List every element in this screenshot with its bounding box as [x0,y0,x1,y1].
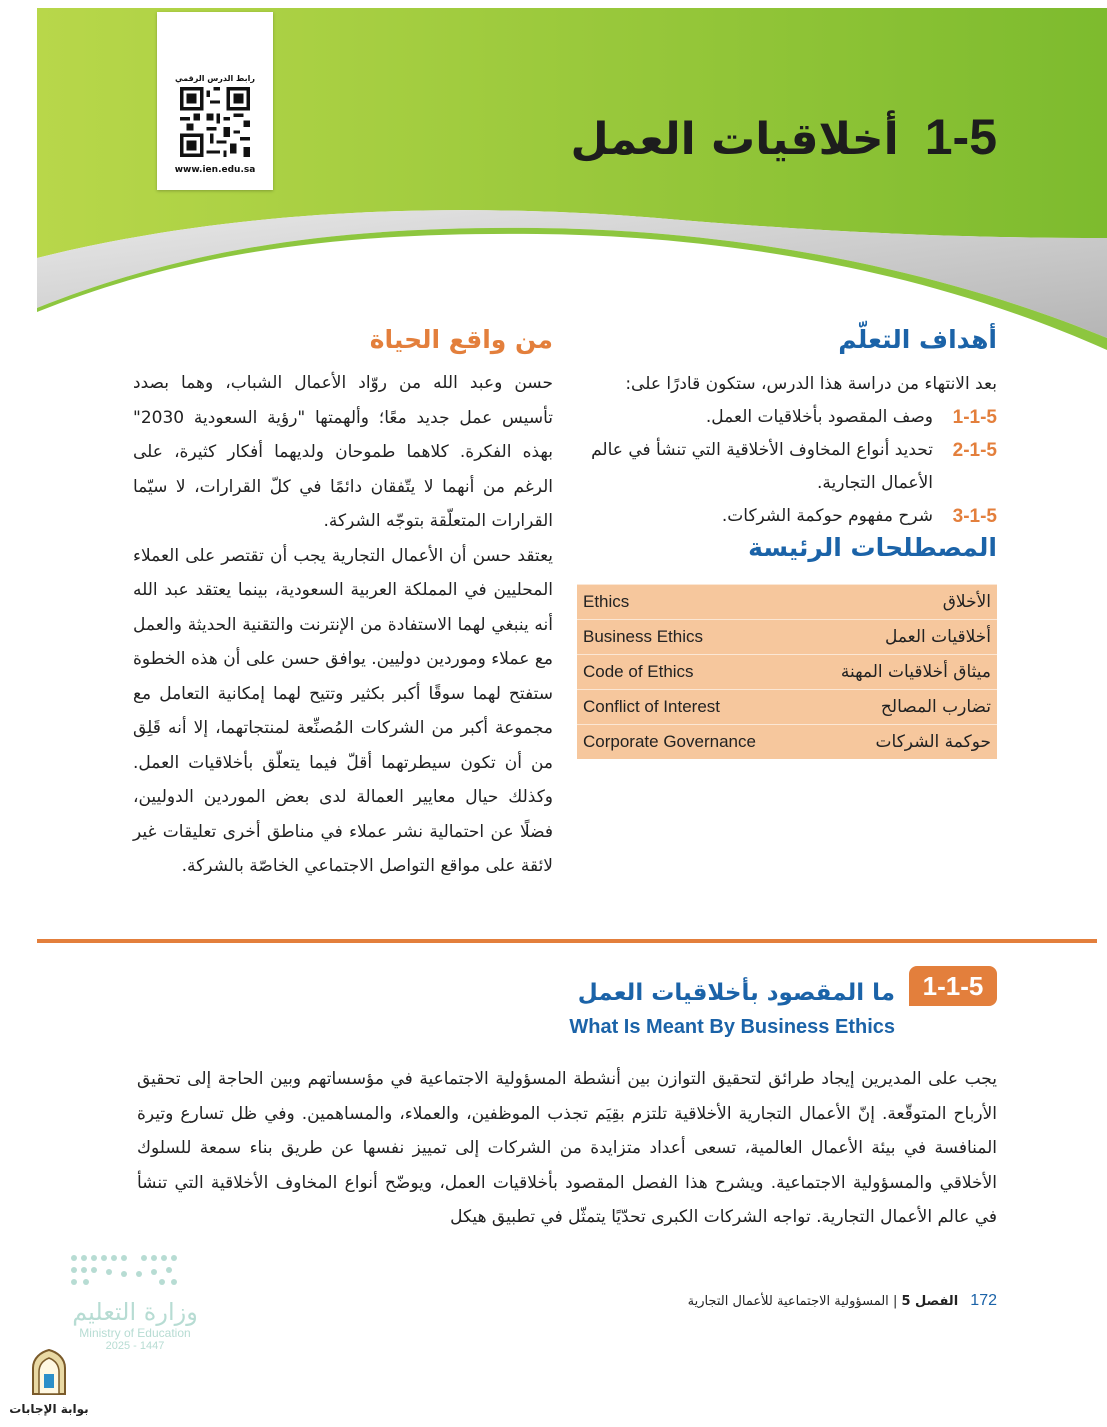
mosque-arch-icon [27,1348,71,1396]
ministry-year: 2025 - 1447 [105,1340,165,1352]
objective-item [577,500,997,533]
section-title-en: What Is Meant By Business Ethics [569,1016,895,1038]
qr-url[interactable]: www.ien.edu.sa [174,165,256,175]
term-ar: تضارب المصالح [801,690,997,725]
key-terms-table [577,584,997,759]
term-en: Ethics [577,585,801,620]
watermark-label: بوابة الإجابات [9,1402,89,1416]
objective-code: 2-1-5 [952,440,997,461]
ministry-name-ar: وزارة التعليم [72,1298,198,1326]
term-en: Business Ethics [577,620,801,655]
ministry-dots-icon [64,1250,194,1292]
table-row [577,655,997,690]
ministry-name-en: Ministry of Education [79,1326,191,1340]
real-life-heading: من واقع الحياة [369,325,553,354]
table-row [577,620,997,655]
key-terms-heading: المصطلحات الرئيسة [748,533,997,562]
lesson-number: 1-5 [924,109,997,165]
objective-item [577,401,997,434]
chapter-label: الفصل 5 [901,1294,959,1309]
term-en: Corporate Governance [577,725,801,760]
site-watermark [4,1348,94,1416]
objective-text: تحديد أنواع المخاوف الأخلاقية التي تنشأ في عالم الأعمال التجارية. [591,440,933,493]
section-number-badge: 1-1-5 [909,966,997,1006]
objectives-column [577,325,997,759]
table-row [577,690,997,725]
section-divider [37,939,1097,943]
term-en: Conflict of Interest [577,690,801,725]
objective-code: 3-1-5 [952,506,997,527]
page-number: 172 [970,1292,997,1309]
qr-card[interactable] [157,12,273,190]
footer-separator: | [892,1294,898,1309]
ministry-logo [60,1250,210,1360]
term-ar: الأخلاق [801,585,997,620]
table-row [577,725,997,760]
section-body: يجب على المديرين إيجاد طرائق لتحقيق التوازن بين أنشطة المسؤولية الاجتماعية في مؤسساتهم وبين الحاجة إلى تحقيق الأرباح المتوقّعة. إنّ الأعمال التجارية الأخلاقية تلتزم بقِيَم تجذب الموظفين، والعملاء، والمساهمين. وفي ظل تسارع وتيرة المنافسة في بيئة الأعمال العالمية، تسعى أعداد متزايدة من الشركات إلى تمييز نفسها عن طريق بناء سمعة للسلوك الأخلاقي والمسؤولية الاجتماعية. ويشرح هذا الفصل المقصود بأخلاقيات العمل، ويوضّح أنواع المخاوف الأخلاقية التي تنشأ في عالم الأعمال التجارية. تواجه الشركات الكبرى تحدّيًا يتمثّل في تطبيق هيكل [137,1069,997,1227]
objectives-intro: بعد الانتهاء من دراسة هذا الدرس، ستكون قادرًا على: [625,374,997,394]
qr-label: رابط الدرس الرقمي [175,74,255,83]
page-footer [688,1292,997,1310]
term-ar: أخلاقيات العمل [801,620,997,655]
qr-code-icon[interactable] [180,87,250,157]
story-paragraph: يعتقد حسن أن الأعمال التجارية يجب أن تقتصر على العملاء المحليين في المملكة العربية السعودية، بينما يعتقد عبد الله أنه ينبغي لهما الاستفادة من الإنترنت والتقنية الحديثة والعمل مع عملاء وموردين دوليين. يوافق حسن على أن هذه الخطوة ستفتح لهما سوقًا أكبر بكثير وتتيح لهما إمكانية التعامل مع مجموعة أكبر من الشركات المُصنِّعة لمنتجاتهما، إلا أنه قَلِق من أن تكون سيطرتهما أقلّ فيما يتعلّق بأخلاقيات العمل. وكذلك حيال معايير العمالة لدى بعض الموردين الدوليين، فضلًا عن احتمالية نشر عملاء في مناطق أخرى تعليقات غير لائقة على مواقع التواصل الاجتماعي الخاصّة بالشركة. [133,545,553,876]
real-life-column [133,325,553,884]
objectives-heading: أهداف التعلّم [838,325,997,354]
objective-item [577,434,997,500]
term-ar: ميثاق أخلاقيات المهنة [801,655,997,690]
section-title-ar: ما المقصود بأخلاقيات العمل [577,980,895,1006]
chapter-title: المسؤولية الاجتماعية للأعمال التجارية [687,1294,889,1309]
objective-text: وصف المقصود بأخلاقيات العمل. [705,407,933,427]
story-paragraph: حسن وعبد الله من روّاد الأعمال الشباب، وهما بصدد تأسيس عمل جديد معًا؛ وألهمتها "رؤية السعودية 2030" بهذه الفكرة. كلاهما طموحان ولديهما أفكار كثيرة، على الرغم من أنهما لا يتّفقان دائمًا في كلّ القرارات، لا سيّما القرارات المتعلّقة بتوجّه الشركة. [133,373,553,531]
objective-code: 1-1-5 [952,407,997,428]
term-en: Code of Ethics [577,655,801,690]
term-ar: حوكمة الشركات [801,725,997,760]
lesson-title-text: أخلاقيات العمل [570,114,899,165]
table-row [577,585,997,620]
objective-text: شرح مفهوم حوكمة الشركات. [721,506,933,526]
lesson-title [570,108,997,166]
